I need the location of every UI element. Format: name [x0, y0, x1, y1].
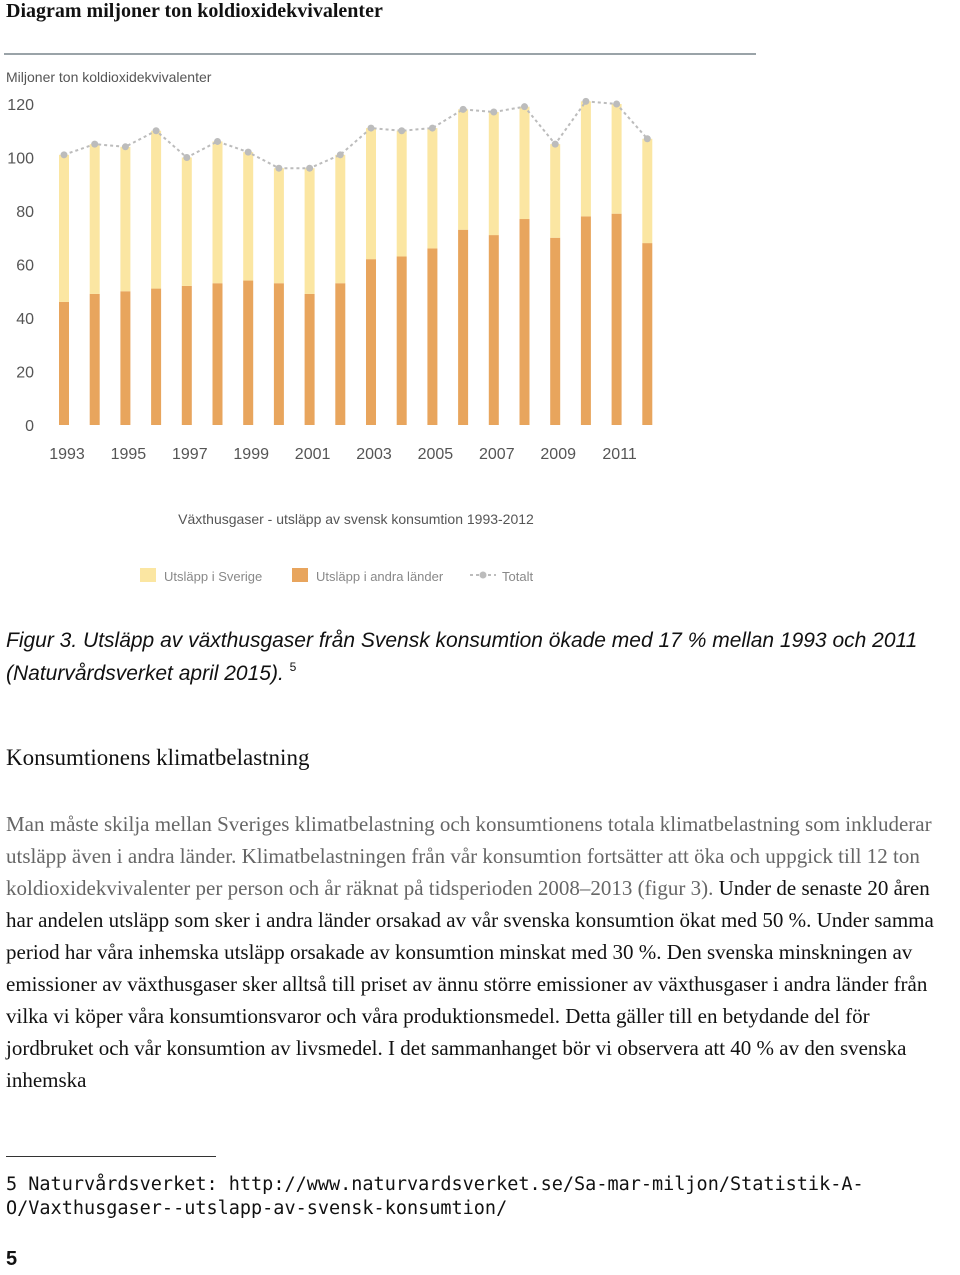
bar-abroad-2012 [642, 243, 652, 425]
x-tick-label: 2011 [602, 446, 637, 463]
bar-domestic-1993 [59, 155, 69, 302]
bar-domestic-2006 [458, 109, 468, 229]
figure-caption [6, 628, 956, 687]
legend-swatch-domestic [140, 568, 156, 582]
footnote-number: 5 [6, 1174, 18, 1195]
total-point-2010 [582, 98, 589, 105]
bar-domestic-1997 [182, 158, 192, 286]
bar-domestic-2012 [642, 139, 652, 243]
total-point-2000 [275, 165, 282, 172]
bar-abroad-2004 [397, 256, 407, 425]
total-point-2002 [337, 151, 344, 158]
total-point-2008 [521, 103, 528, 110]
chart-y-label: Miljoner ton koldioxidekvivalenter [6, 69, 212, 85]
bar-abroad-2000 [274, 283, 284, 425]
y-tick-label: 40 [16, 311, 34, 328]
x-tick-label: 2001 [294, 446, 331, 463]
bar-abroad-1996 [151, 289, 161, 425]
footnote-divider [6, 1156, 216, 1157]
bar-domestic-2004 [397, 131, 407, 257]
bar-abroad-2010 [581, 216, 591, 425]
bar-abroad-2007 [489, 235, 499, 425]
caption-footnote-ref[interactable]: 5 [289, 660, 297, 674]
bar-domestic-2000 [274, 168, 284, 283]
total-point-1998 [214, 138, 221, 145]
bar-domestic-1996 [151, 131, 161, 289]
bar-abroad-2001 [305, 294, 315, 425]
bar-domestic-2001 [305, 168, 315, 294]
section-heading: Konsumtionens klimatbelastning [6, 745, 310, 770]
total-point-2001 [306, 165, 313, 172]
bar-abroad-1998 [213, 283, 223, 425]
bar-domestic-1995 [120, 147, 130, 291]
x-tick-label: 2007 [479, 446, 515, 463]
y-tick-label: 100 [7, 150, 34, 168]
total-point-2012 [644, 135, 651, 142]
total-point-1999 [245, 149, 252, 156]
bar-domestic-2007 [489, 112, 499, 235]
footnote-link[interactable]: Naturvårdsverket: http://www.naturvardsverket.se/Sa-mar-miljon/Statistik-A-O/Vaxthusgaser--utslapp-av-svensk-konsumtion/ [6, 1174, 864, 1219]
chart-svg [0, 40, 760, 600]
total-point-2007 [490, 109, 497, 116]
chart [0, 40, 760, 600]
bar-abroad-2011 [612, 214, 622, 425]
body-text-part1: Man måste skilja mellan Sveriges klimatbelastning och konsumtionens totala klimatbelastning som inkluderar utsläpp även i andra länder. Klimatbelastningen från vår konsumtion fortsätter att öka och uppgick till 12 ton koldioxidekvivalenter per person och år räknat på tidsperioden 2008–2013 (figur 3). [6, 812, 932, 900]
y-tick-label: 120 [7, 97, 34, 114]
x-tick-label: 1999 [233, 446, 269, 463]
bar-abroad-2006 [458, 230, 468, 425]
x-tick-label: 2003 [356, 446, 392, 463]
bar-abroad-1994 [90, 294, 100, 425]
bar-abroad-2008 [520, 219, 530, 425]
bar-domestic-2003 [366, 128, 376, 259]
bar-domestic-1999 [243, 152, 253, 280]
bar-abroad-1999 [243, 281, 253, 425]
body-paragraph [6, 808, 960, 1096]
total-point-1997 [183, 154, 190, 161]
bar-abroad-1995 [120, 291, 130, 425]
legend-label-abroad: Utsläpp i andra länder [316, 569, 444, 584]
bar-domestic-2010 [581, 101, 591, 216]
x-tick-label: 1995 [110, 446, 147, 463]
y-axis [7, 97, 34, 435]
total-point-2005 [429, 125, 436, 132]
document-title: Diagram miljoner ton koldioxidekvivalenter [6, 0, 383, 22]
legend-label-domestic: Utsläpp i Sverige [164, 569, 263, 584]
total-point-1995 [122, 143, 129, 150]
y-tick-label: 0 [25, 418, 34, 435]
legend [140, 568, 533, 584]
bar-abroad-2009 [550, 238, 560, 425]
bars [59, 101, 652, 425]
y-tick-label: 20 [16, 364, 34, 382]
total-point-2004 [398, 127, 405, 134]
legend-marker-total [480, 572, 487, 579]
total-point-2011 [613, 101, 620, 108]
bar-domestic-1998 [213, 141, 223, 283]
bar-abroad-2002 [335, 283, 345, 425]
body-text-part2: Under de senaste 20 åren har andelen utsläpp som sker i andra länder orsakad av vår svenska konsumtion ökat med 50 %. Under samma period har våra inhemska utsläpp orsakade av konsumtion minskat med 30 %. Den svenska minskningen av emissioner av växthusgaser sker alltså till priset av ännu större emissioner av växthusgaser i andra länder från vilka vi köper våra konsumtionsvaror och våra produktionsmedel. Detta gäller till en betydande del för jordbruket och vår konsumtion av livsmedel. I det sammanhanget bör vi observera att 40 % av den svenska inhemska [6, 876, 934, 1092]
x-tick-label: 2009 [540, 446, 576, 463]
total-series [61, 98, 651, 172]
bar-domestic-2008 [520, 107, 530, 219]
total-point-1994 [91, 141, 98, 148]
total-point-2003 [368, 125, 375, 132]
bar-domestic-2002 [335, 155, 345, 283]
legend-swatch-abroad [292, 568, 308, 582]
bar-domestic-1994 [90, 144, 100, 294]
bar-domestic-2009 [550, 144, 560, 238]
total-point-2006 [460, 106, 467, 113]
total-point-2009 [552, 141, 559, 148]
y-tick-label: 80 [16, 204, 34, 221]
chart-title: Växthusgaser - utsläpp av svensk konsumtion 1993-2012 [178, 511, 534, 527]
x-tick-label: 1993 [49, 446, 85, 463]
page-number: 5 [6, 1248, 18, 1270]
bar-abroad-2003 [366, 259, 376, 425]
bar-abroad-2005 [427, 248, 437, 425]
x-axis [49, 446, 637, 463]
bar-domestic-2011 [612, 104, 622, 214]
x-tick-label: 2005 [417, 446, 454, 463]
y-tick-label: 60 [16, 257, 34, 275]
total-point-1996 [153, 127, 160, 134]
legend-label-total: Totalt [502, 569, 534, 584]
total-point-1993 [61, 151, 68, 158]
x-tick-label: 1997 [172, 446, 208, 463]
bar-abroad-1993 [59, 302, 69, 425]
bar-domestic-2005 [427, 128, 437, 248]
caption-text: Figur 3. Utsläpp av växthusgaser från Svensk konsumtion ökade med 17 % mellan 1993 och 2011 (Naturvårdsverket april 2015). [6, 629, 918, 685]
footnote [6, 1173, 956, 1221]
bar-abroad-1997 [182, 286, 192, 425]
